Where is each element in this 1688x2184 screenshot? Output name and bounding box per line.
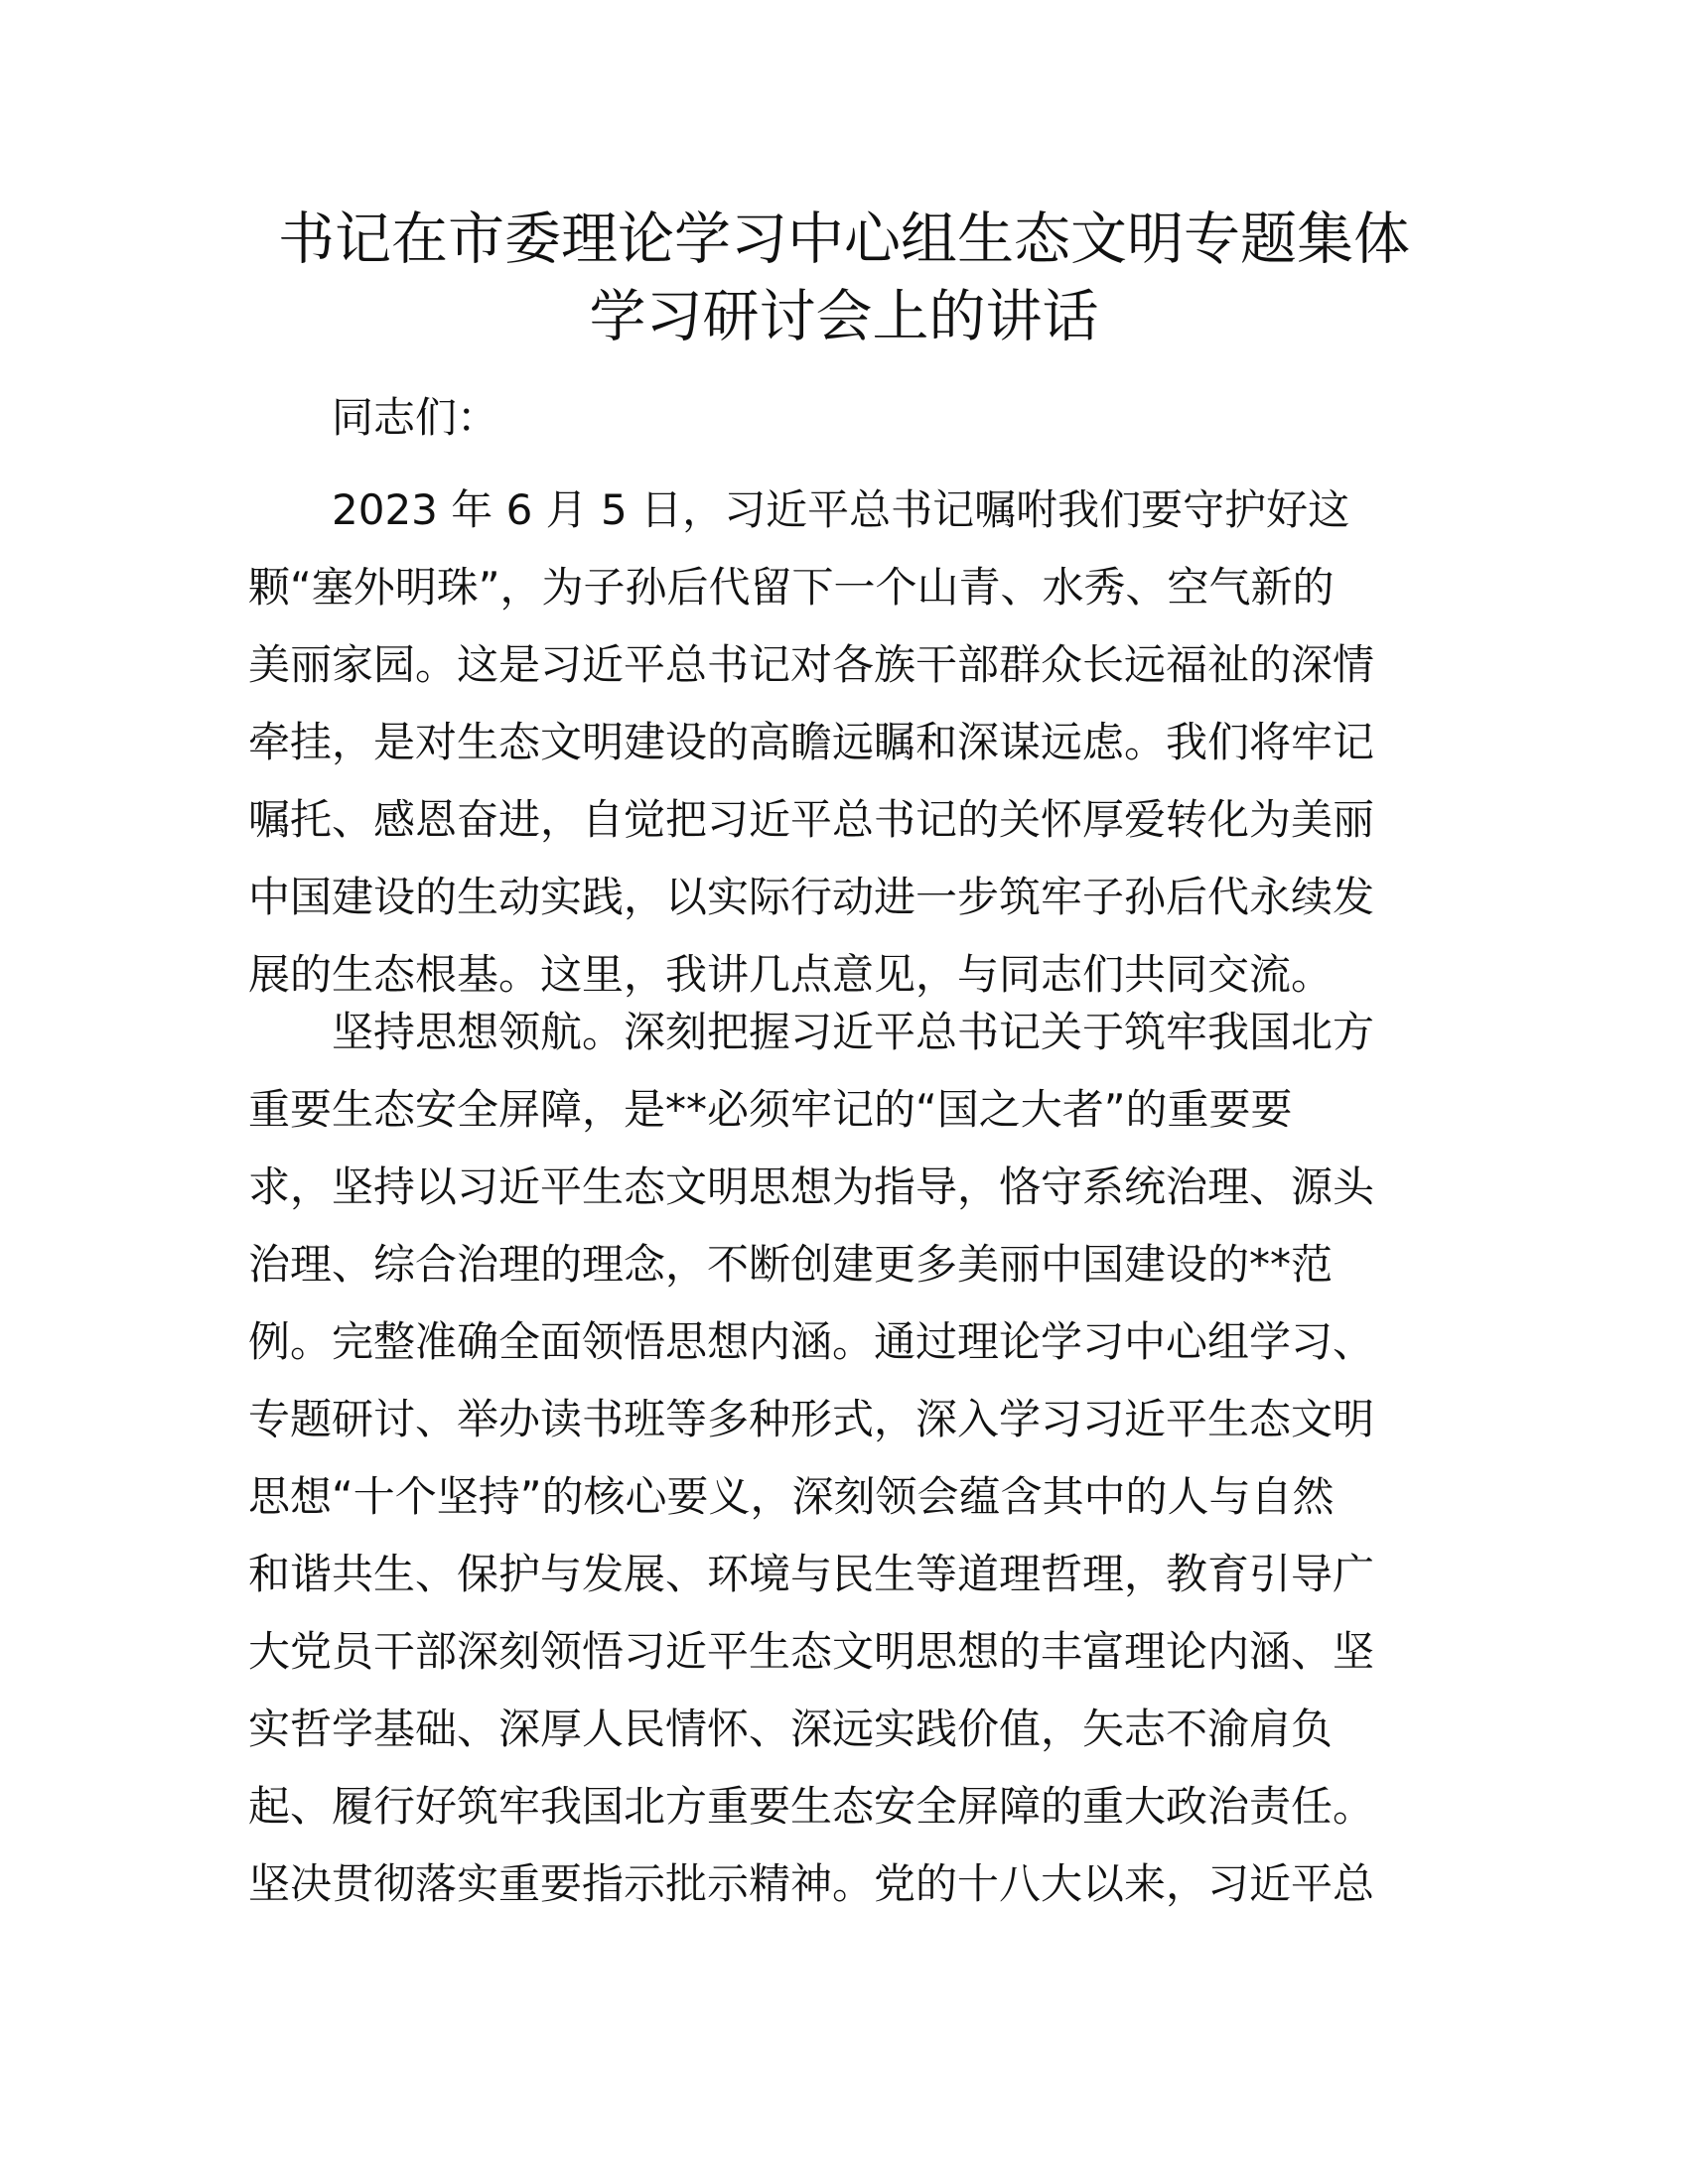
title-line: 书记在市委理论学习中心组生态文明专题集体 xyxy=(278,206,1410,272)
paragraph-1 xyxy=(248,472,1440,1014)
paragraph-2 xyxy=(248,994,1440,1923)
greeting xyxy=(248,379,1440,457)
title-line: 学习研讨会上的讲话 xyxy=(589,284,1099,349)
paragraph-line: 2023 年 6 月 5 日，习近平总书记嘱咐我们要守护好这 xyxy=(332,485,1350,534)
paragraph-line: 思想“十个坚持”的核心要义，深刻领会蕴含其中的人与自然 xyxy=(248,1472,1335,1521)
paragraph-line: 牵挂，是对生态文明建设的高瞻远瞩和深谋远虑。我们将牢记 xyxy=(248,718,1375,766)
greeting-text: 同志们： xyxy=(332,393,499,442)
paragraph-line: 大党员干部深刻领悟习近平生态文明思想的丰富理论内涵、坚 xyxy=(248,1627,1375,1676)
document-title xyxy=(248,201,1440,355)
paragraph-line: 坚决贯彻落实重要指示批示精神。党的十八大以来，习近平总 xyxy=(248,1859,1375,1908)
paragraph-line: 起、履行好筑牢我国北方重要生态安全屏障的重大政治责任。 xyxy=(248,1782,1375,1831)
paragraph-line: 美丽家园。这是习近平总书记对各族干部群众长远福祉的深情 xyxy=(248,640,1375,689)
paragraph-line: 展的生态根基。这里，我讲几点意见，与同志们共同交流。 xyxy=(248,950,1334,999)
paragraph-line: 求，坚持以习近平生态文明思想为指导，恪守系统治理、源头 xyxy=(248,1162,1375,1211)
paragraph-line: 例。完整准确全面领悟思想内涵。通过理论学习中心组学习、 xyxy=(248,1317,1375,1366)
paragraph-line: 中国建设的生动实践，以实际行动进一步筑牢子孙后代永续发 xyxy=(248,873,1375,921)
paragraph-line: 专题研讨、举办读书班等多种形式，深入学习习近平生态文明 xyxy=(248,1395,1375,1443)
paragraph-line: 重要生态安全屏障，是**必须牢记的“国之大者”的重要要 xyxy=(248,1085,1293,1134)
paragraph-line: 嘱托、感恩奋进，自觉把习近平总书记的关怀厚爱转化为美丽 xyxy=(248,795,1375,844)
paragraph-line: 实哲学基础、深厚人民情怀、深远实践价值，矢志不渝肩负 xyxy=(248,1705,1334,1753)
paragraph-line: 坚持思想领航。深刻把握习近平总书记关于筑牢我国北方 xyxy=(332,1008,1375,1056)
paragraph-line: 治理、综合治理的理念，不断创建更多美丽中国建设的**范 xyxy=(248,1240,1334,1289)
paragraph-line: 和谐共生、保护与发展、环境与民生等道理哲理，教育引导广 xyxy=(248,1550,1375,1598)
paragraph-line: 颗“塞外明珠”，为子孙后代留下一个山青、水秀、空气新的 xyxy=(248,563,1335,612)
